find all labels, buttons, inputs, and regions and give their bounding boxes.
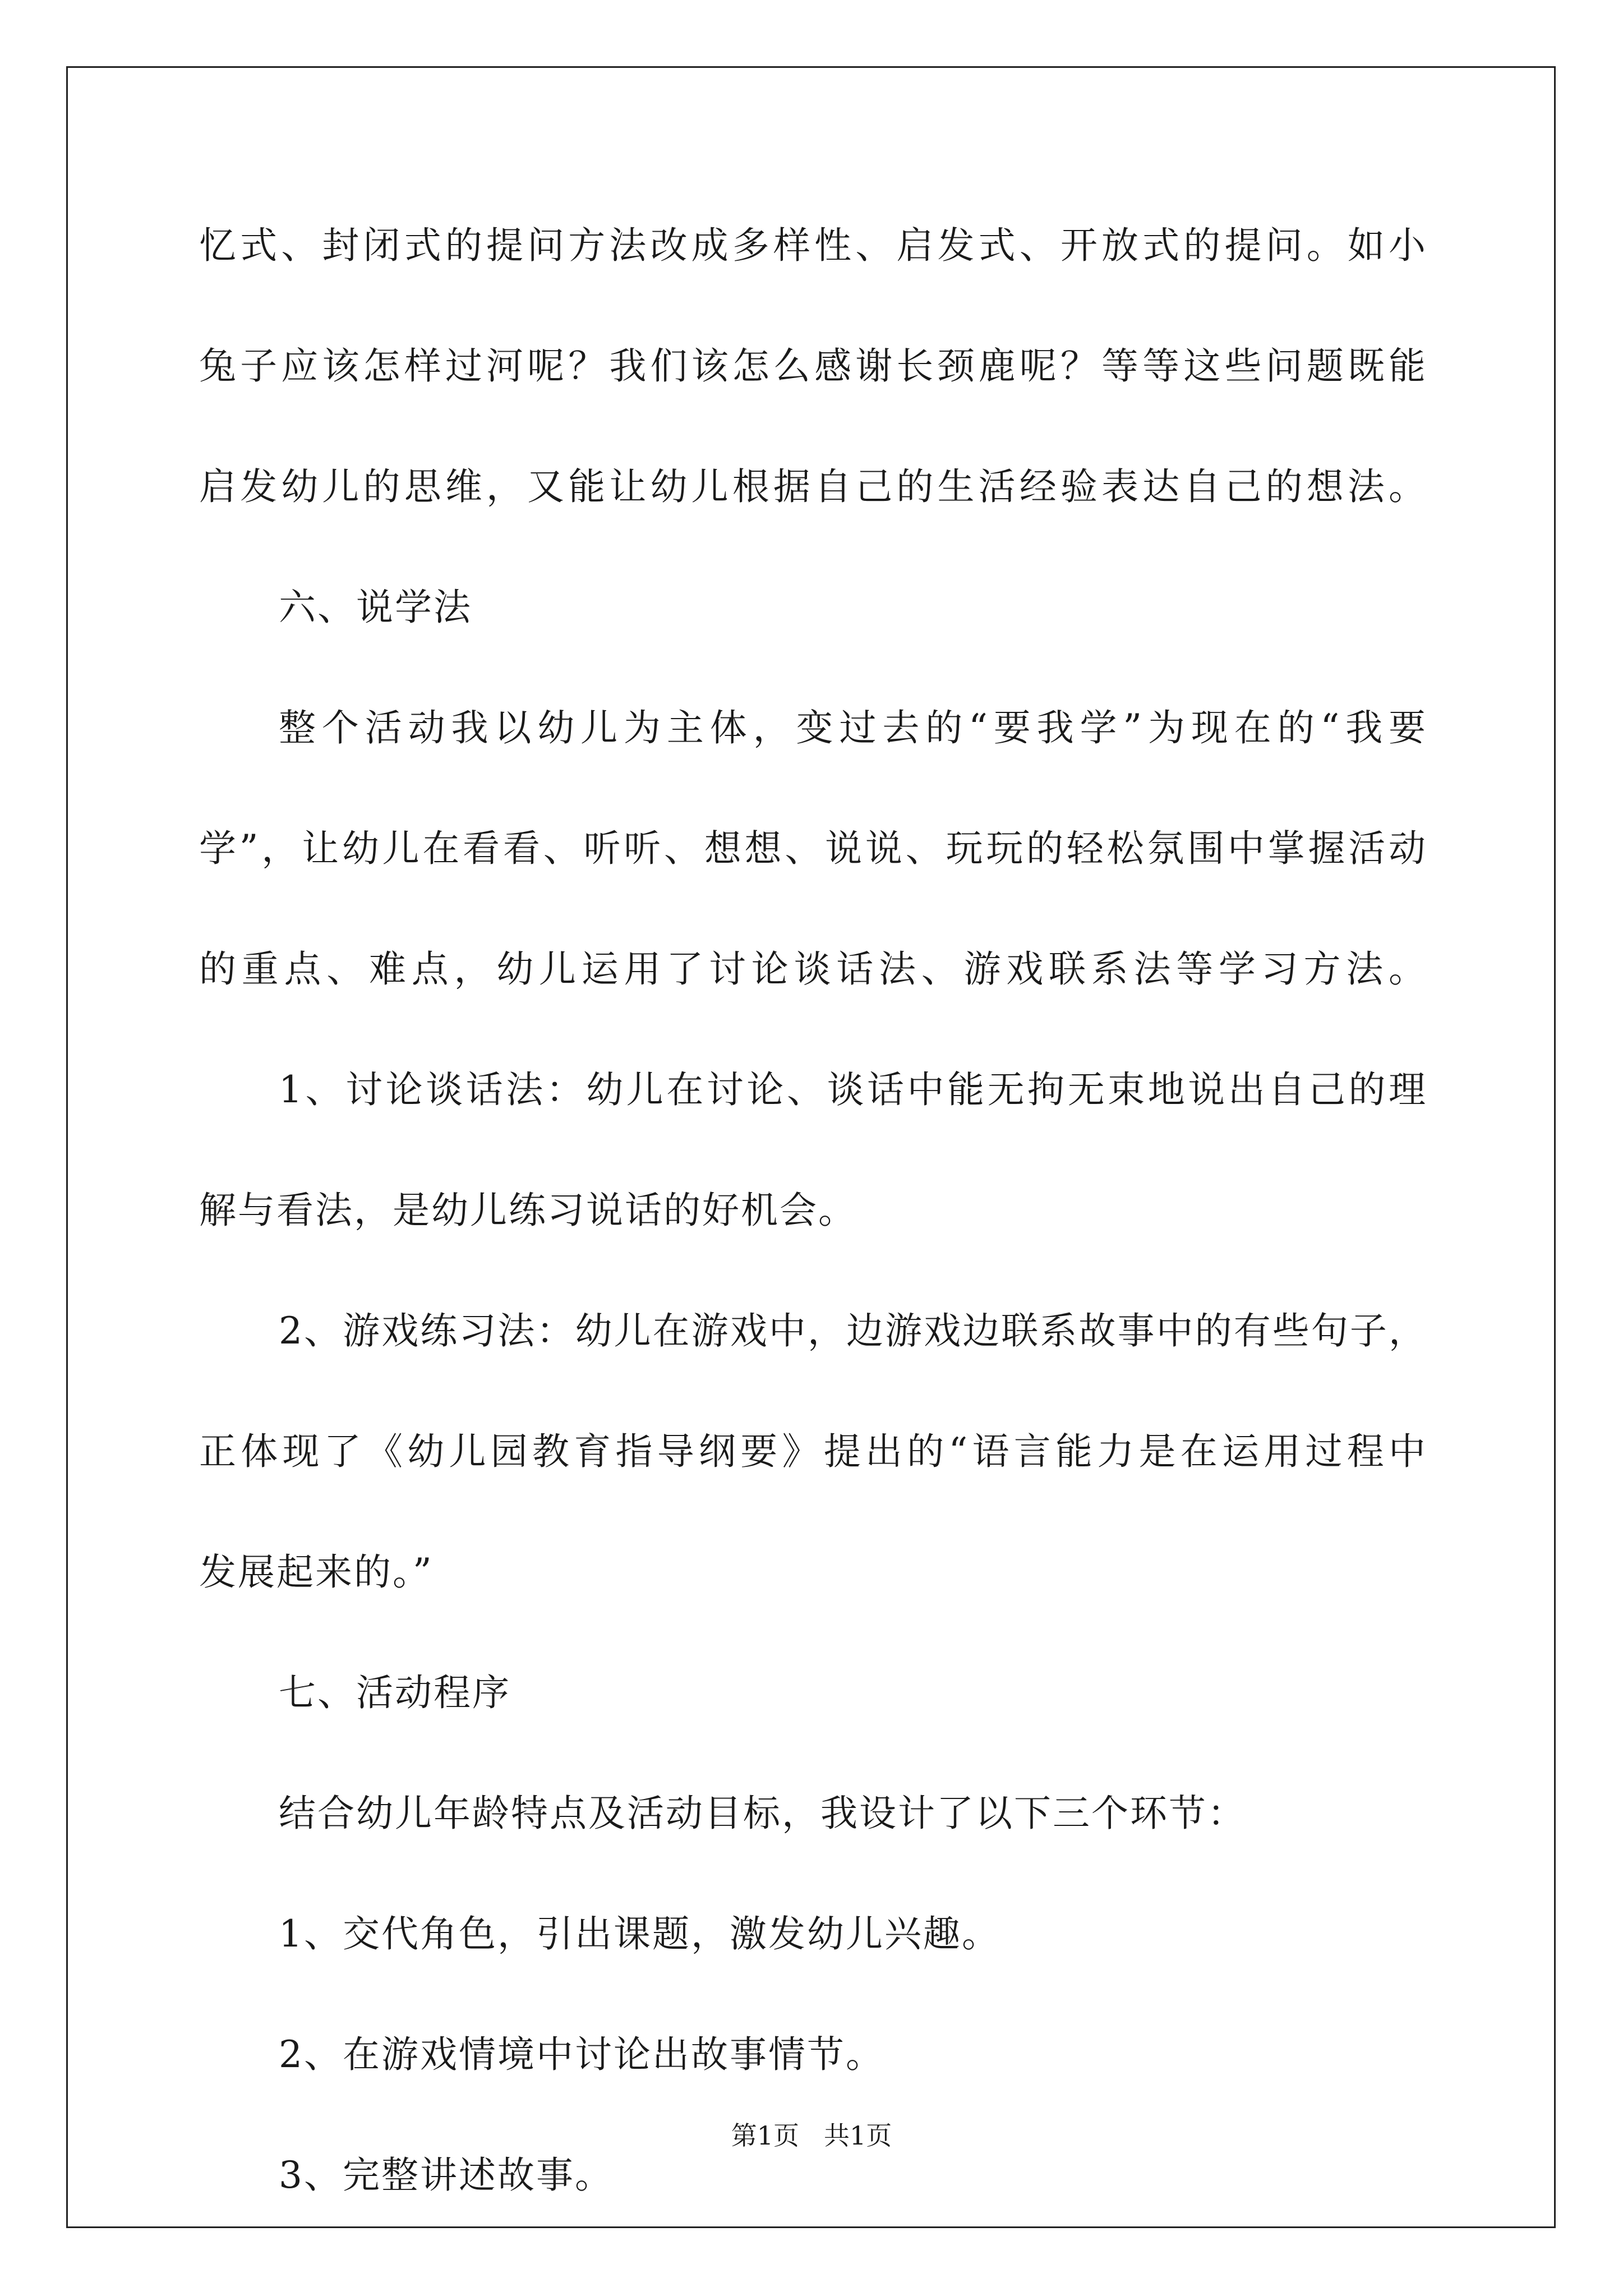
section-heading-study-method: 六、说学法	[279, 586, 472, 629]
paragraph-line: 忆式、封闭式的提问方法改成多样性、启发式、开放式的提问。如小	[199, 224, 1427, 267]
list-item-line: 1、交代角色，引出课题，激发幼儿兴趣。	[279, 1912, 1000, 1955]
list-item-line: 3、完整讲述故事。	[279, 2154, 614, 2197]
list-item-line: 1、讨论谈话法：幼儿在讨论、谈话中能无拘无束地说出自己的理	[279, 1068, 1427, 1111]
paragraph-line: 启发幼儿的思维，又能让幼儿根据自己的生活经验表达自己的想法。	[199, 465, 1427, 508]
paragraph-line: 整个活动我以幼儿为主体，变过去的“要我学”为现在的“我要	[279, 706, 1427, 749]
paragraph-line: 的重点、难点，幼儿运用了讨论谈话法、游戏联系法等学习方法。	[199, 947, 1427, 991]
list-item-line: 2、在游戏情境中讨论出故事情节。	[279, 2033, 884, 2076]
paragraph-line: 解与看法，是幼儿练习说话的好机会。	[199, 1189, 857, 1232]
list-item-line: 2、游戏练习法：幼儿在游戏中，边游戏边联系故事中的有些句子，	[279, 1309, 1427, 1352]
page-total: 共1页	[823, 2120, 892, 2151]
page-number: 第1页	[731, 2120, 800, 2151]
page-footer	[0, 2119, 1623, 2152]
paragraph-line: 学”，让幼儿在看看、听听、想想、说说、玩玩的轻松氛围中掌握活动	[199, 827, 1427, 870]
paragraph-line: 兔子应该怎样过河呢？我们该怎么感谢长颈鹿呢？等等这些问题既能	[199, 344, 1427, 388]
section-heading-activity-procedure: 七、活动程序	[279, 1671, 511, 1714]
paragraph-line: 发展起来的。”	[199, 1550, 434, 1594]
document-body	[199, 215, 1427, 2266]
paragraph-line: 结合幼儿年龄特点及活动目标，我设计了以下三个环节：	[279, 1792, 1246, 1835]
paragraph-line: 正体现了《幼儿园教育指导纲要》提出的“语言能力是在运用过程中	[199, 1430, 1427, 1473]
